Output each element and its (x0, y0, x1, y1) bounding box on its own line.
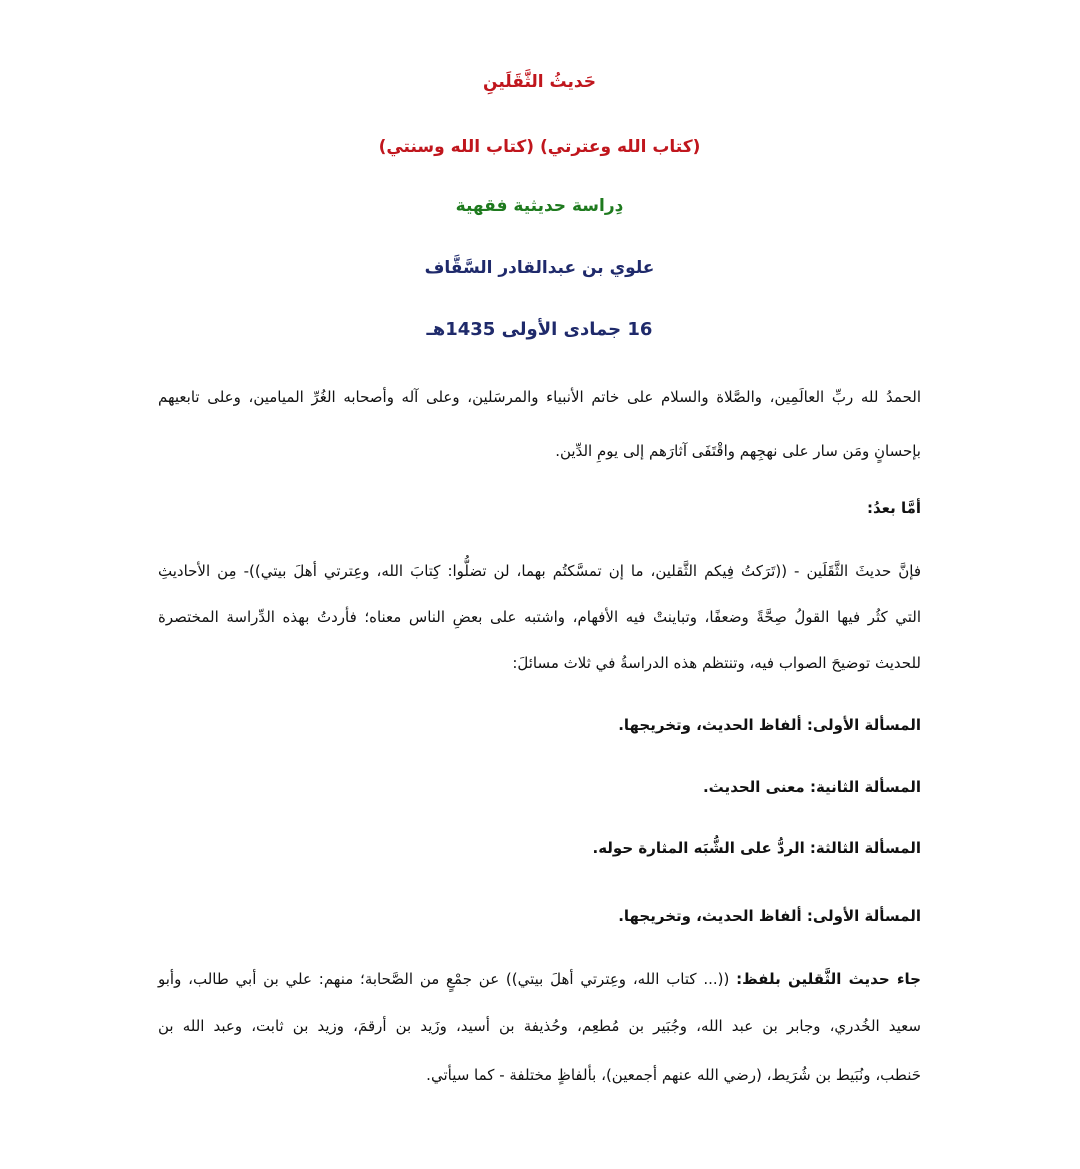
intro-line: بإحسانٍ ومَن سار على نهجِهم واقْتَفَى آثارَهم إلى يومِ الدِّين. (555, 442, 921, 460)
paragraph-line: فإنَّ حديثَ الثَّقَلَين - ((تَرَكتُ فِيكم الثَّقلين، ما إن تمسَّكتُم بهما، لن تضلُّوا: كِتابَ الله، وعِترتي أهلَ بيتي))- مِن الأحاديثِ (158, 562, 921, 580)
document-date: 16 جمادى الأولى 1435هـ (426, 319, 653, 340)
hadith-paragraph-line: سعيد الخُدري، وجابر بن عبد الله، وجُبَير بن مُطعِم، وحُذيفة بن أسيد، وزَيد بن أرقمَ، وزيد بن ثابت، وعبد الله بن (158, 1017, 921, 1035)
study-type: دِراسة حديثية فقهية (455, 196, 624, 216)
issue-item: المسألة الأولى: ألفاظ الحديث، وتخريجها. (618, 716, 921, 734)
paragraph-line: التي كثُر فيها القولُ صِحَّةً وضعفًا، وتباينتْ فيه الأفهام، واشتبه على بعضِ الناس معناه؛ فأردتُ بهذه الدِّراسة المختصرة (158, 608, 921, 626)
hadith-text: ((... كتاب الله، وعِترتي أهلَ بيتي)) عن جمْعٍ من الصَّحابة؛ منهم: علي بن أبي طالب، وأبو (158, 970, 737, 988)
issue-item: المسألة الثانية: معنى الحديث. (702, 778, 921, 796)
hadith-lead: جاء حديث الثَّقلين بلفظ: (736, 970, 921, 988)
hadith-paragraph-line (158, 968, 921, 990)
document-title: حَديثُ الثَّقَلَينِ (483, 72, 596, 92)
section-heading: المسألة الأولى: ألفاظ الحديث، وتخريجها. (618, 907, 921, 925)
issue-item: المسألة الثالثة: الردُّ على الشُّبَه المثارة حوله. (592, 839, 921, 857)
hadith-paragraph-line: حَنطب، ونُبَيط بن شُرَيط، (رضي الله عنهم أجمعين)، بألفاظٍ مختلفة - كما سيأتي. (426, 1066, 921, 1084)
author-name: علوي بن عبدالقادر السَّقَّاف (424, 258, 655, 278)
paragraph-line: للحديث توضيحَ الصواب فيه، وتنتظم هذه الدراسةُ في ثلاث مسائلَ: (512, 654, 921, 672)
document-subtitle: (كتاب الله وعترتي) (كتاب الله وسنتي) (378, 137, 701, 157)
section-opening: أمَّا بعدُ: (866, 499, 921, 517)
document-page (158, 0, 921, 1169)
intro-line: الحمدُ لله ربِّ العالَمِين، والصَّلاة والسلام على خاتم الأنبياء والمرسَلين، وعلى آله وأصحابه الغُرِّ الميامين، وعلى تابعيهم (158, 388, 921, 406)
